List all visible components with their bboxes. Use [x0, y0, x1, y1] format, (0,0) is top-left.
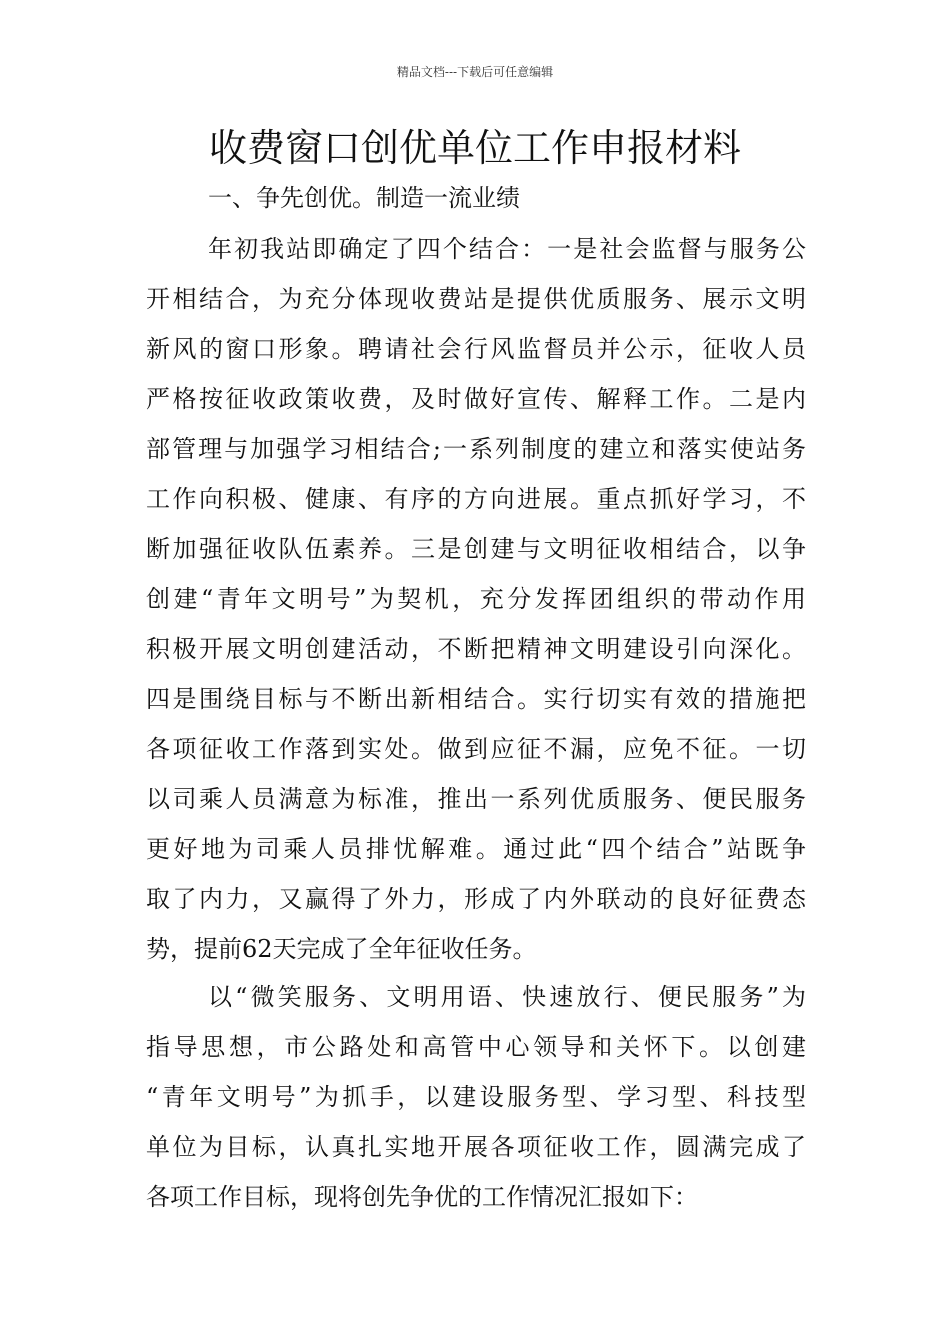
paragraph-line: 更好地为司乘人员排忧解难。通过此“四个结合”站既争 [146, 835, 806, 863]
paragraph-line: 创建“青年文明号”为契机，充分发挥团组织的带动作用 [146, 585, 806, 613]
paragraph-line: 断加强征收队伍素养。三是创建与文明征收相结合，以争 [146, 535, 806, 563]
paragraph-1 [146, 224, 806, 974]
paragraph-line: 各项工作目标，现将创先争优的工作情况汇报如下： [146, 1183, 698, 1211]
paragraph-line: “青年文明号”为抓手，以建设服务型、学习型、科技型 [146, 1083, 806, 1111]
section-heading: 一、争先创优。制造一流业绩 [208, 184, 520, 212]
paragraph-line: 严格按征收政策收费，及时做好宣传、解释工作。二是内 [146, 385, 806, 413]
paragraph-line: 以“微笑服务、文明用语、快速放行、便民服务”为 [208, 983, 806, 1011]
document-title: 收费窗口创优单位工作申报材料 [208, 126, 741, 170]
paragraph-line: 四是围绕目标与不断出新相结合。实行切实有效的措施把 [146, 685, 806, 713]
paragraph-line: 年初我站即确定了四个结合：一是社会监督与服务公 [208, 235, 806, 263]
paragraph-line: 单位为目标，认真扎实地开展各项征收工作，圆满完成了 [146, 1133, 806, 1161]
paragraph-line: 各项征收工作落到实处。做到应征不漏，应免不征。一切 [146, 735, 806, 763]
paragraph-line: 新风的窗口形象。聘请社会行风监督员并公示，征收人员 [146, 335, 806, 363]
paragraph-line: 取了内力，又赢得了外力，形成了内外联动的良好征费态 [146, 885, 806, 913]
paragraph-line: 开相结合，为充分体现收费站是提供优质服务、展示文明 [146, 285, 806, 313]
paragraph-2 [146, 972, 806, 1222]
paragraph-line: 以司乘人员满意为标准，推出一系列优质服务、便民服务 [146, 785, 806, 813]
paragraph-line: 指导思想，市公路处和高管中心领导和关怀下。以创建 [146, 1033, 806, 1061]
page-header-note: 精品文档---下载后可任意编辑 [396, 65, 554, 79]
paragraph-line: 积极开展文明创建活动，不断把精神文明建设引向深化。 [146, 635, 806, 663]
paragraph-line: 工作向积极、健康、有序的方向进展。重点抓好学习，不 [146, 485, 806, 513]
paragraph-line: 势，提前62天完成了全年征收任务。 [146, 935, 537, 963]
paragraph-line: 部管理与加强学习相结合;一系列制度的建立和落实使站务 [146, 435, 806, 463]
